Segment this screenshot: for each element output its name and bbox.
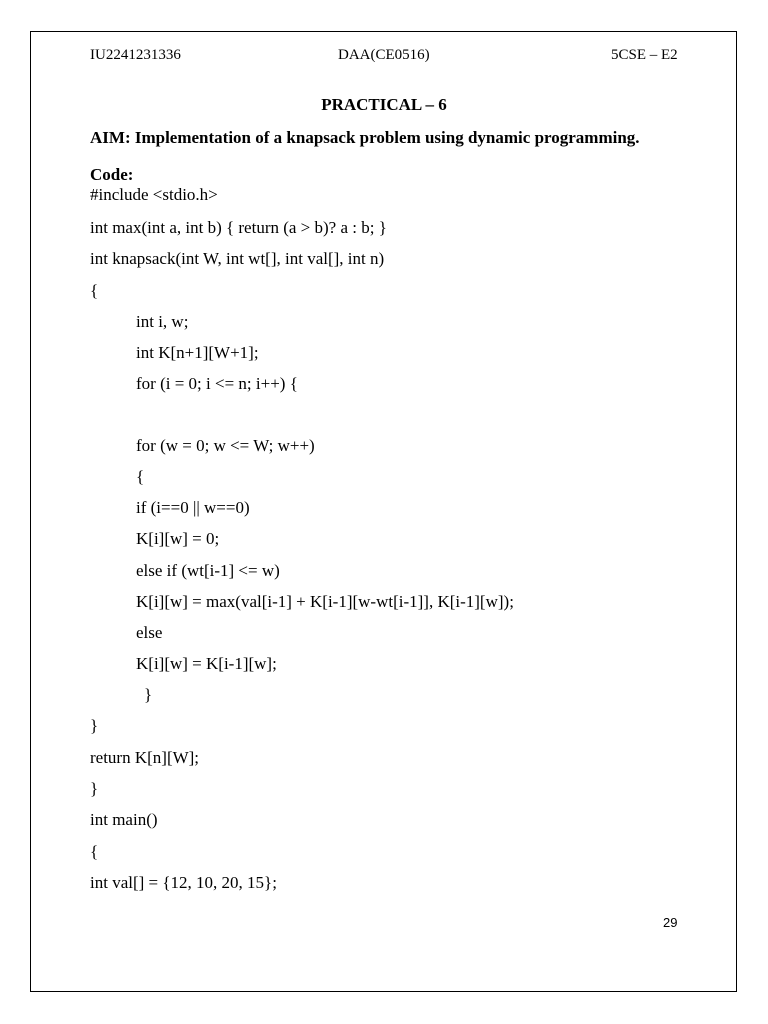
- code-line: }: [144, 685, 153, 704]
- code-line: int max(int a, int b) { return (a > b)? a : b; }: [90, 218, 387, 237]
- code-label: Code:: [90, 165, 134, 184]
- code-line: int i, w;: [136, 312, 189, 331]
- code-line: else: [136, 623, 163, 642]
- code-line: else if (wt[i-1] <= w): [136, 561, 280, 580]
- code-line: {: [90, 842, 99, 861]
- code-line: K[i][w] = max(val[i-1] + K[i-1][w-wt[i-1]], K[i-1][w]);: [136, 592, 514, 611]
- code-line: int knapsack(int W, int wt[], int val[], int n): [90, 249, 385, 268]
- code-line: int val[] = {12, 10, 20, 15};: [90, 873, 277, 892]
- code-line: }: [90, 779, 99, 798]
- aim-statement: AIM: Implementation of a knapsack problem using dynamic programming.: [90, 128, 640, 147]
- code-line: #include <stdio.h>: [90, 185, 218, 204]
- header-student-id: IU2241231336: [90, 47, 181, 63]
- code-line: {: [90, 281, 99, 300]
- header-class: 5CSE – E2: [611, 47, 678, 63]
- code-line: K[i][w] = 0;: [136, 529, 220, 548]
- code-line: int K[n+1][W+1];: [136, 343, 259, 362]
- code-line: for (i = 0; i <= n; i++) {: [136, 374, 298, 393]
- code-line: }: [90, 716, 99, 735]
- code-line: {: [136, 467, 145, 486]
- page-number: 29: [663, 915, 678, 930]
- code-line: return K[n][W];: [90, 748, 200, 767]
- code-line: if (i==0 || w==0): [136, 498, 250, 517]
- code-line: K[i][w] = K[i-1][w];: [136, 654, 277, 673]
- code-line: for (w = 0; w <= W; w++): [136, 436, 315, 455]
- header-course: DAA(CE0516): [338, 47, 430, 63]
- code-line: int main(): [90, 810, 158, 829]
- practical-title: PRACTICAL – 6: [321, 95, 447, 114]
